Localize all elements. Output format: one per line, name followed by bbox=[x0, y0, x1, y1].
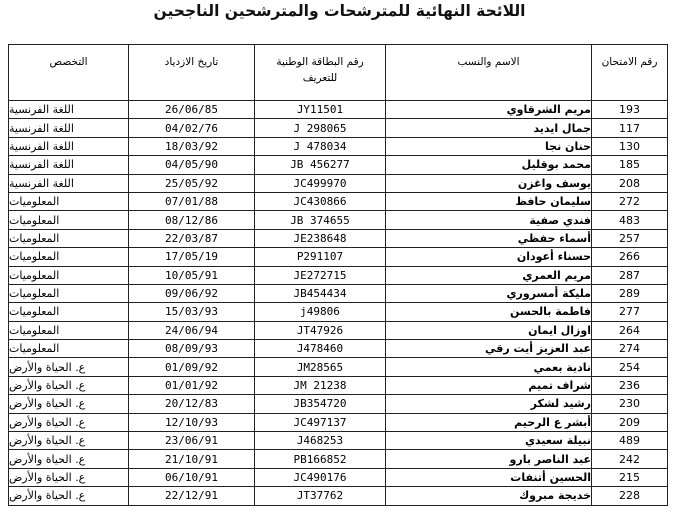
specialty-text: المعلوميات bbox=[9, 195, 60, 209]
birth-date-cell: 07/01/88 bbox=[129, 192, 255, 210]
exam-number-cell: 236 bbox=[592, 376, 668, 394]
specialty-text: المعلوميات bbox=[9, 231, 60, 245]
table-row bbox=[9, 413, 668, 431]
candidate-name-cell: نبيلة سعيدي bbox=[386, 432, 592, 450]
table-row bbox=[9, 376, 668, 394]
specialty-cell bbox=[9, 284, 129, 302]
birth-date-cell: 06/10/91 bbox=[129, 468, 255, 486]
specialty-cell bbox=[9, 192, 129, 210]
specialty-text: اللغة الفرنسية bbox=[9, 103, 74, 117]
specialty-cell bbox=[9, 413, 129, 431]
specialty-text: اللغة الفرنسية bbox=[9, 158, 74, 172]
id-card-cell: JM28565 bbox=[255, 358, 386, 376]
birth-date-cell: 01/09/92 bbox=[129, 358, 255, 376]
exam-number-cell: 483 bbox=[592, 211, 668, 229]
birth-date-cell: 04/05/90 bbox=[129, 156, 255, 174]
birth-date-cell: 25/05/92 bbox=[129, 174, 255, 192]
specialty-text: ع. الحياة والأرض bbox=[9, 452, 86, 466]
candidate-name-cell: جمال ايديد bbox=[386, 119, 592, 137]
birth-date-cell: 23/06/91 bbox=[129, 432, 255, 450]
specialty-text: اللغة الفرنسية bbox=[9, 121, 74, 135]
specialty-text: ع. الحياة والأرض bbox=[9, 379, 86, 393]
birth-date-cell: 26/06/85 bbox=[129, 101, 255, 119]
id-card-cell: JM 21238 bbox=[255, 376, 386, 394]
specialty-text: المعلوميات bbox=[9, 323, 60, 337]
table-row bbox=[9, 450, 668, 468]
exam-number-cell: 287 bbox=[592, 266, 668, 284]
specialty-text: المعلوميات bbox=[9, 342, 60, 356]
exam-number-cell: 257 bbox=[592, 229, 668, 247]
id-card-cell: J468253 bbox=[255, 432, 386, 450]
birth-date-cell: 12/10/93 bbox=[129, 413, 255, 431]
specialty-text: ع. الحياة والأرض bbox=[9, 415, 86, 429]
specialty-cell bbox=[9, 137, 129, 155]
table-header bbox=[9, 45, 668, 101]
candidate-name-cell: مريم العمري bbox=[386, 266, 592, 284]
exam-number-cell: 117 bbox=[592, 119, 668, 137]
exam-number-cell: 489 bbox=[592, 432, 668, 450]
table-row bbox=[9, 395, 668, 413]
exam-number-cell: 264 bbox=[592, 321, 668, 339]
specialty-text: المعلوميات bbox=[9, 213, 60, 227]
birth-date-cell: 22/03/87 bbox=[129, 229, 255, 247]
birth-date-cell: 15/03/93 bbox=[129, 303, 255, 321]
specialty-text: المعلوميات bbox=[9, 268, 60, 282]
specialty-cell bbox=[9, 340, 129, 358]
table-row bbox=[9, 156, 668, 174]
id-card-cell: J478460 bbox=[255, 340, 386, 358]
id-card-cell: J 298065 bbox=[255, 119, 386, 137]
specialty-cell bbox=[9, 487, 129, 505]
specialty-text: ع. الحياة والأرض bbox=[9, 434, 86, 448]
specialty-cell bbox=[9, 468, 129, 486]
exam-number-cell: 266 bbox=[592, 248, 668, 266]
birth-date-cell: 01/01/92 bbox=[129, 376, 255, 394]
exam-number-cell: 254 bbox=[592, 358, 668, 376]
header-exam-number: رقم الامتحان bbox=[592, 45, 668, 101]
id-card-cell: JY11501 bbox=[255, 101, 386, 119]
specialty-text: ع. الحياة والأرض bbox=[9, 397, 86, 411]
birth-date-cell: 21/10/91 bbox=[129, 450, 255, 468]
candidate-name-cell: اوزال ايمان bbox=[386, 321, 592, 339]
exam-number-cell: 242 bbox=[592, 450, 668, 468]
id-card-cell: JC490176 bbox=[255, 468, 386, 486]
candidate-name-cell: أبشر ع الرحيم bbox=[386, 413, 592, 431]
table-row bbox=[9, 137, 668, 155]
exam-number-cell: 289 bbox=[592, 284, 668, 302]
header-id-card-line2: للتعريف bbox=[302, 72, 338, 84]
specialty-text: ع. الحياة والأرض bbox=[9, 489, 86, 503]
table-row bbox=[9, 211, 668, 229]
table-body bbox=[9, 101, 668, 506]
id-card-cell: JC430866 bbox=[255, 192, 386, 210]
candidate-name-cell: محمد بوقليل bbox=[386, 156, 592, 174]
id-card-cell: JB 456277 bbox=[255, 156, 386, 174]
exam-number-cell: 185 bbox=[592, 156, 668, 174]
id-card-cell: JB 374655 bbox=[255, 211, 386, 229]
table-row bbox=[9, 192, 668, 210]
candidate-name-cell: عبد الناصر بارو bbox=[386, 450, 592, 468]
id-card-cell: JT47926 bbox=[255, 321, 386, 339]
table-row bbox=[9, 321, 668, 339]
specialty-cell bbox=[9, 174, 129, 192]
id-card-cell: JC499970 bbox=[255, 174, 386, 192]
header-specialty: التخصص bbox=[9, 45, 129, 101]
specialty-cell bbox=[9, 358, 129, 376]
table-row bbox=[9, 266, 668, 284]
birth-date-cell: 18/03/92 bbox=[129, 137, 255, 155]
table-row bbox=[9, 432, 668, 450]
id-card-cell: JB354720 bbox=[255, 395, 386, 413]
table-row bbox=[9, 468, 668, 486]
id-card-cell: PB166852 bbox=[255, 450, 386, 468]
candidate-name-cell: سليمان حافظ bbox=[386, 192, 592, 210]
candidates-table bbox=[8, 44, 668, 506]
table-row bbox=[9, 119, 668, 137]
birth-date-cell: 17/05/19 bbox=[129, 248, 255, 266]
id-card-cell: JE238648 bbox=[255, 229, 386, 247]
specialty-cell bbox=[9, 376, 129, 394]
specialty-text: المعلوميات bbox=[9, 250, 60, 264]
exam-number-cell: 230 bbox=[592, 395, 668, 413]
specialty-cell bbox=[9, 450, 129, 468]
specialty-cell bbox=[9, 211, 129, 229]
specialty-cell bbox=[9, 119, 129, 137]
candidate-name-cell: حنان نجا bbox=[386, 137, 592, 155]
id-card-cell: JT37762 bbox=[255, 487, 386, 505]
candidate-name-cell: رشيد لشكر bbox=[386, 395, 592, 413]
candidate-name-cell: عبد العزيز أيت رقي bbox=[386, 340, 592, 358]
exam-number-cell: 228 bbox=[592, 487, 668, 505]
birth-date-cell: 04/02/76 bbox=[129, 119, 255, 137]
header-name: الاسم والنسب bbox=[386, 45, 592, 101]
exam-number-cell: 274 bbox=[592, 340, 668, 358]
candidate-name-cell: فاطمة بالحسن bbox=[386, 303, 592, 321]
specialty-text: المعلوميات bbox=[9, 287, 60, 301]
table-row bbox=[9, 358, 668, 376]
table-row bbox=[9, 229, 668, 247]
birth-date-cell: 22/12/91 bbox=[129, 487, 255, 505]
birth-date-cell: 08/09/93 bbox=[129, 340, 255, 358]
candidate-name-cell: نادية بعمي bbox=[386, 358, 592, 376]
table-row bbox=[9, 174, 668, 192]
candidate-name-cell: أسماء حفظي bbox=[386, 229, 592, 247]
candidate-name-cell: الحسين أتنفات bbox=[386, 468, 592, 486]
table-row bbox=[9, 284, 668, 302]
table-row bbox=[9, 340, 668, 358]
birth-date-cell: 20/12/83 bbox=[129, 395, 255, 413]
specialty-text: ع. الحياة والأرض bbox=[9, 360, 86, 374]
id-card-cell: J 478034 bbox=[255, 137, 386, 155]
exam-number-cell: 277 bbox=[592, 303, 668, 321]
specialty-text: ع. الحياة والأرض bbox=[9, 471, 86, 484]
table-row bbox=[9, 487, 668, 505]
specialty-cell bbox=[9, 156, 129, 174]
candidate-name-cell: مليكة أمسروري bbox=[386, 284, 592, 302]
specialty-text: المعلوميات bbox=[9, 305, 60, 319]
specialty-cell bbox=[9, 321, 129, 339]
candidate-name-cell: مريم الشرقاوي bbox=[386, 101, 592, 119]
exam-number-cell: 193 bbox=[592, 101, 668, 119]
header-birth-date: تاريخ الازدياد bbox=[129, 45, 255, 101]
specialty-cell bbox=[9, 248, 129, 266]
specialty-cell bbox=[9, 432, 129, 450]
table-row bbox=[9, 101, 668, 119]
candidate-name-cell: فندي صفية bbox=[386, 211, 592, 229]
candidate-name-cell: يوسف واغزن bbox=[386, 174, 592, 192]
birth-date-cell: 08/12/86 bbox=[129, 211, 255, 229]
candidate-name-cell: حسناء أعودان bbox=[386, 248, 592, 266]
id-card-cell: P291107 bbox=[255, 248, 386, 266]
specialty-cell bbox=[9, 395, 129, 413]
id-card-cell: JC497137 bbox=[255, 413, 386, 431]
header-id-card-line1: رقم البطاقة الوطنية bbox=[276, 56, 364, 68]
exam-number-cell: 130 bbox=[592, 137, 668, 155]
birth-date-cell: 10/05/91 bbox=[129, 266, 255, 284]
id-card-cell: j49806 bbox=[255, 303, 386, 321]
specialty-cell bbox=[9, 101, 129, 119]
page-title: اللائحة النهائية للمترشحات والمترشحين الناجحين bbox=[153, 2, 526, 20]
specialty-text: اللغة الفرنسية bbox=[9, 139, 74, 153]
candidate-name-cell: شراف تميم bbox=[386, 376, 592, 394]
specialty-cell bbox=[9, 266, 129, 284]
exam-number-cell: 215 bbox=[592, 468, 668, 486]
exam-number-cell: 209 bbox=[592, 413, 668, 431]
specialty-cell bbox=[9, 303, 129, 321]
candidate-name-cell: خديجة مبروك bbox=[386, 487, 592, 505]
table-row bbox=[9, 248, 668, 266]
id-card-cell: JE272715 bbox=[255, 266, 386, 284]
id-card-cell: JB454434 bbox=[255, 284, 386, 302]
header-id-card bbox=[255, 45, 386, 101]
exam-number-cell: 272 bbox=[592, 192, 668, 210]
birth-date-cell: 24/06/94 bbox=[129, 321, 255, 339]
exam-number-cell: 208 bbox=[592, 174, 668, 192]
specialty-cell bbox=[9, 229, 129, 247]
specialty-text: اللغة الفرنسية bbox=[9, 176, 74, 190]
table-row bbox=[9, 303, 668, 321]
birth-date-cell: 09/06/92 bbox=[129, 284, 255, 302]
